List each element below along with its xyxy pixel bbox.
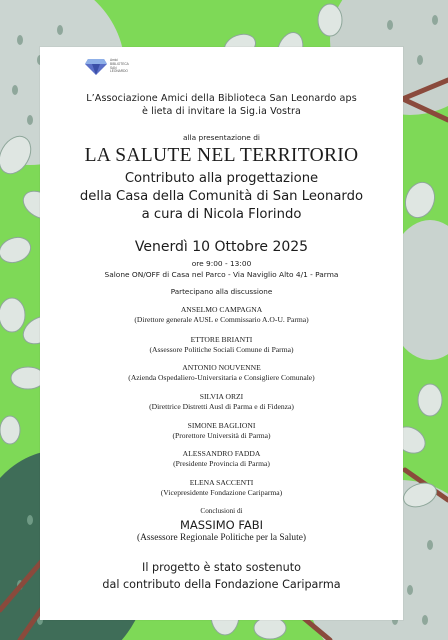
presentation-label: alla presentazione di <box>183 133 260 142</box>
logo-line: Amici <box>110 58 118 62</box>
participant-name: ANSELMO CAMPAGNA <box>180 305 263 314</box>
participant-role: (Direttrice Distretti Ausl di Parma e di Fidenza) <box>149 402 294 411</box>
event-title: LA SALUTE NEL TERRITORIO <box>84 145 359 166</box>
intro-line-1: L’Associazione Amici della Biblioteca San Leonardo aps <box>86 93 357 104</box>
participant-name: SIMONE BAGLIONI <box>187 421 256 430</box>
participant-name: ANTONIO NOUVENNE <box>182 363 261 372</box>
participant-role: (Prorettore Università di Parma) <box>172 431 271 440</box>
event-date: Venerdì 10 Ottobre 2025 <box>134 239 309 255</box>
logo-line: SAN <box>110 65 117 70</box>
conclusions-role: (Assessore Regionale Politiche per la Salute) <box>137 533 306 543</box>
participant-name: ETTORE BRIANTI <box>190 335 253 344</box>
invitation-card <box>40 47 403 620</box>
participant-role: (Assessore Politiche Sociali Comune di Parma) <box>149 345 294 354</box>
intro-line-2: è lieta di invitare la Sig.ia Vostra <box>141 106 302 117</box>
participant-name: ALESSANDRO FADDA <box>182 449 261 458</box>
participant-role: (Direttore generale AUSL e Commissario A.O-U. Parma) <box>134 315 309 324</box>
subtitle-line-3: a cura di Nicola Florindo <box>141 207 302 222</box>
conclusions-label: Conclusioni di <box>200 507 243 515</box>
participant-name: ELENA SACCENTI <box>189 478 254 487</box>
event-time: ore 9:00 - 13:00 <box>191 259 252 268</box>
participant-role: (Vicepresidente Fondazione Cariparma) <box>160 488 283 497</box>
logo-line: BIBLIOTECA <box>110 61 129 66</box>
participants-label: Partecipano alla discussione <box>170 287 273 296</box>
logo-text <box>110 59 150 74</box>
subtitle-line-1: Contributo alla progettazione <box>124 171 319 186</box>
participant-role: (Presidente Provincia di Parma) <box>173 459 270 468</box>
footer-line-2: dal contributo della Fondazione Cariparma <box>102 578 341 591</box>
subtitle-line-2: della Casa della Comunità di San Leonardo <box>79 189 364 204</box>
event-venue: Salone ON/OFF di Casa nel Parco - Via Naviglio Alto 4/1 - Parma <box>104 270 339 279</box>
footer-line-1: Il progetto è stato sostenuto <box>142 561 301 574</box>
participant-name: SILVIA ORZI <box>199 392 244 401</box>
logo-line: LEONARDO <box>110 69 128 74</box>
participant-role: (Azienda Ospedaliero-Universitaria e Consigliere Comunale) <box>128 373 315 382</box>
conclusions-name: MASSIMO FABI <box>179 518 264 532</box>
diamond-logo-icon <box>85 58 107 76</box>
